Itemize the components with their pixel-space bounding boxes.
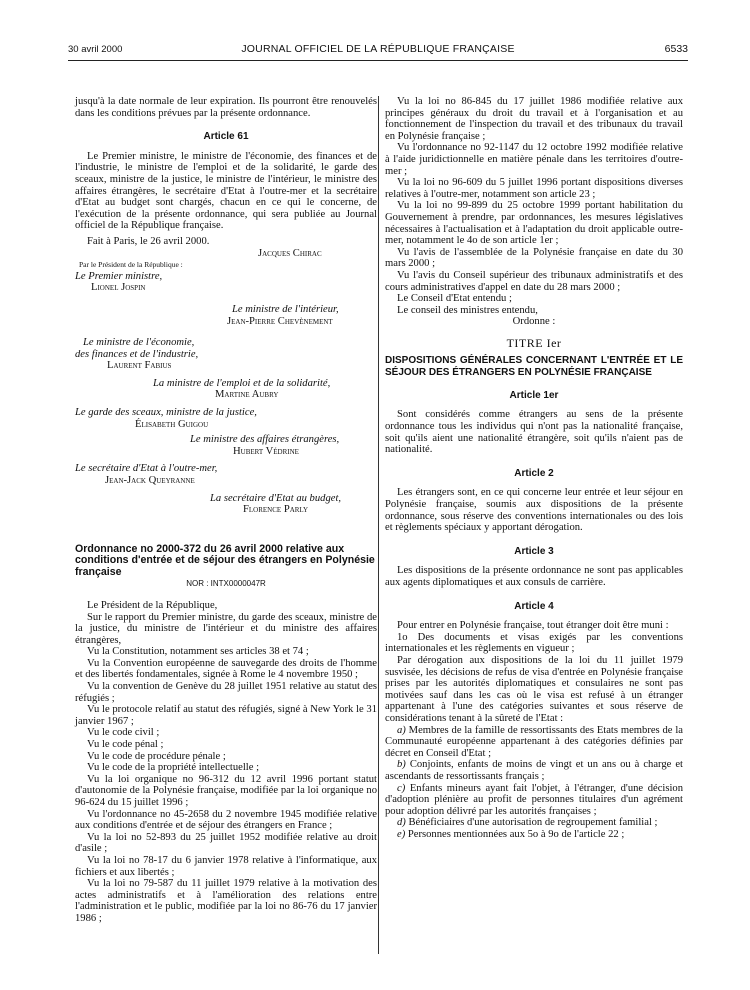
economie-title-line2: des finances et de l'industrie, <box>75 348 199 360</box>
header-rule <box>68 60 688 61</box>
visa-item: Vu la loi no 86-845 du 17 juillet 1986 modifiée relative aux principes généraux du droit du travail et à l'organisation et au fonctionnement de l'inspection du travail et des tribunaux du travail en Polynésie française ; <box>385 96 683 142</box>
budget-title: La secrétaire d'Etat au budget, <box>210 492 342 504</box>
article-4-paragraph: Par dérogation aux dispositions de la loi du 11 juillet 1979 susvisée, les décisions de refus de visa d'entrée en Polynésie française prises par les autorités diplomatiques et consulaires ne sont pas motivées sauf dans les cas où le visa est refusé à un étranger appartenant à l'une des catégories suivantes et sous réserve de considérations tenant à la sûreté de l'Etat : <box>385 654 683 724</box>
emploi-title: La ministre de l'emploi et de la solidarité, <box>153 377 331 389</box>
visa-item: Vu la loi no 96-609 du 5 juillet 1996 portant dispositions diverses relatives à l'outre-mer, notamment son article 23 ; <box>385 177 683 200</box>
header-date: 30 avril 2000 <box>68 44 123 55</box>
article-4-item-a <box>385 725 683 760</box>
article-4-item-c <box>385 783 683 818</box>
affaires-etrangeres-name: Hubert Védrine <box>233 445 299 457</box>
left-column <box>75 96 377 925</box>
article-3-heading: Article 3 <box>514 545 554 557</box>
header-journal-title: JOURNAL OFFICIEL DE LA RÉPUBLIQUE FRANÇAISE <box>241 43 515 55</box>
president-signature: Jacques Chirac <box>258 247 322 259</box>
visa-item: Vu la loi organique no 96-312 du 12 avril 1996 portant statut d'autonomie de la Polynésie française, modifiée par la loi organique no 96-624 du 15 juillet 1996 ; <box>75 773 377 808</box>
outre-mer-title: Le secrétaire d'Etat à l'outre-mer, <box>75 463 218 475</box>
header-page-number: 6533 <box>664 43 688 55</box>
pm-name: Lionel Jospin <box>91 282 146 294</box>
visa-item: Vu le code pénal ; <box>87 739 164 751</box>
visa-item: Vu l'ordonnance no 45-2658 du 2 novembre 1945 modifiée relative aux conditions d'entrée et de séjour des étrangers en France ; <box>75 808 377 832</box>
article-4-paragraph: 1o Des documents et visas exigés par les conventions internationales et les règlements en vigueur ; <box>385 631 683 655</box>
item-text: Membres de la famille de ressortissants des Etats membres de la Communauté européenne appartenant à des catégories définies par décret en Conseil d'Etat ; <box>385 724 683 759</box>
affaires-etrangeres-title: Le ministre des affaires étrangères, <box>190 434 340 446</box>
article-2-text: Les étrangers sont, en ce qui concerne leur entrée et leur séjour en Polynésie française, soumis aux dispositions de la présente ordonnance, sous réserve des conventions internationales ou des lois et règlements spéciaux y apportant dérogation. <box>385 487 683 534</box>
interieur-title: Le ministre de l'intérieur, <box>232 303 339 315</box>
visa-item: Vu le code de procédure pénale ; <box>87 750 226 762</box>
pm-title: Le Premier ministre, <box>75 270 163 282</box>
article-4-item-d <box>385 817 683 829</box>
visa-item: Vu la convention de Genève du 28 juillet 1951 relative au statut des réfugiés ; <box>75 681 377 704</box>
titre-subheading: DISPOSITIONS GÉNÉRALES CONCERNANT L'ENTRÉE ET LE SÉJOUR DES ÉTRANGERS EN POLYNÉSIE FRANÇAISE <box>385 355 683 378</box>
ordonne: Ordonne : <box>512 316 556 328</box>
page-header <box>68 41 688 57</box>
visa-item: Vu la loi no 99-899 du 25 octobre 1999 portant habilitation du Gouvernement à prendre, par ordonnances, les mesures législatives nécessaires à l'actualisation et à l'adaptation du droit applicable outre-mer, notamment le 4o de son article 1er ; <box>385 200 683 247</box>
item-label: a) <box>397 724 406 736</box>
item-label: c) <box>397 782 406 794</box>
article-4-heading: Article 4 <box>514 600 554 612</box>
continuation-paragraph: jusqu'à la date normale de leur expiration. Ils pourront être renouvelés dans les conditions prévues par la présente ordonnance. <box>75 96 377 119</box>
visa-item: Le Conseil d'Etat entendu ; <box>397 293 512 305</box>
economie-title-line1: Le ministre de l'économie, <box>83 337 195 349</box>
item-text: Enfants mineurs ayant fait l'objet, à l'étranger, d'une décision d'adoption plénière au profit de personnes titulaires d'un agrément pour adoption délivré par les autorités françaises ; <box>385 782 684 817</box>
column-divider <box>378 96 379 954</box>
president-preamble: Le Président de la République, <box>87 599 218 611</box>
visa-item: Le conseil des ministres entendu, <box>397 304 538 316</box>
justice-title: Le garde des sceaux, ministre de la justice, <box>75 407 257 419</box>
item-label: d) <box>397 817 406 829</box>
budget-name: Florence Parly <box>243 504 309 516</box>
article-3-text: Les dispositions de la présente ordonnance ne sont pas applicables aux agents diplomatiques et aux consuls de carrière. <box>385 565 683 588</box>
article-2-heading: Article 2 <box>514 467 554 479</box>
interieur-name: Jean-Pierre Chevènement <box>227 315 333 327</box>
justice-name: Élisabeth Guigou <box>135 418 209 430</box>
item-text: Bénéficiaires d'une autorisation de regroupement familial ; <box>408 817 658 829</box>
visa-item: Vu l'avis du Conseil supérieur des tribunaux administratifs et des cours administratives d'appel en date du 28 mars 2000 ; <box>385 269 683 293</box>
visa-item: Sur le rapport du Premier ministre, du garde des sceaux, ministre de la justice, du ministre de l'intérieur et du ministre des affaires étrangères, <box>75 611 377 646</box>
item-text: Personnes mentionnées aux 5o à 9o de l'article 22 ; <box>407 828 625 840</box>
article-1-heading: Article 1er <box>509 389 559 401</box>
nor-reference: NOR : INTX0000047R <box>186 579 266 589</box>
visa-item: Vu l'avis de l'assemblée de la Polynésie française en date du 30 mars 2000 ; <box>385 246 683 270</box>
item-text: Conjoints, enfants de moins de vingt et un ans ou à charge et ascendants de ressortissants français ; <box>385 759 683 782</box>
visa-item: Vu le code de la propriété intellectuelle ; <box>87 762 260 774</box>
item-label: e) <box>397 828 406 840</box>
article-4-item-b <box>385 759 683 782</box>
right-column <box>385 96 683 840</box>
outre-mer-name: Jean-Jack Queyranne <box>105 475 195 487</box>
titre-heading: TITRE Ier <box>506 335 562 350</box>
visa-item: Vu la loi no 78-17 du 6 janvier 1978 relative à l'informatique, aux fichiers et aux libertés ; <box>75 854 377 878</box>
visa-item: Vu la loi no 52-893 du 25 juillet 1952 modifiée relative au droit d'asile ; <box>75 831 377 855</box>
ordonnance-title: Ordonnance no 2000-372 du 26 avril 2000 relative aux conditions d'entrée et de séjour des étrangers en Polynésie française <box>75 542 375 578</box>
item-label: b) <box>397 759 406 771</box>
par-le-president: Par le Président de la République : <box>79 260 183 270</box>
visa-item: Vu le protocole relatif au statut des réfugiés, signé à New York le 31 janvier 1967 ; <box>75 704 377 727</box>
signature-date: Fait à Paris, le 26 avril 2000. <box>87 235 210 247</box>
economie-name: Laurent Fabius <box>107 360 172 372</box>
visa-item: Vu la loi no 79-587 du 11 juillet 1979 relative à la motivation des actes administratifs et à l'amélioration des relations entre l'administration et le public, modifiée par la loi no 86-76 du 17 janvier 1986 ; <box>75 878 377 924</box>
article-4-item-e <box>385 829 683 841</box>
article-61-heading: Article 61 <box>203 131 249 143</box>
visa-item: Vu l'ordonnance no 92-1147 du 12 octobre 1992 modifiée relative à l'aide juridictionnelle en matière pénale dans les territoires d'outre-mer ; <box>385 142 683 177</box>
article-4-paragraph: Pour entrer en Polynésie française, tout étranger doit être muni : <box>397 620 669 632</box>
article-1-text: Sont considérés comme étrangers au sens de la présente ordonnance tous les individus qui n'ont pas la nationalité française, soit qu'ils aient une nationalité étrangère, soit qu'ils n'aient pas de nationalité. <box>385 409 683 456</box>
visa-item: Vu la Convention européenne de sauvegarde des droits de l'homme et des libertés fondamentales, signée à Rome le 4 novembre 1950 ; <box>75 657 377 681</box>
emploi-name: Martine Aubry <box>215 389 279 401</box>
article-61-text: Le Premier ministre, le ministre de l'économie, des finances et de l'industrie, le ministre de l'emploi et de la solidarité, le garde des sceaux, ministre de la justice, le ministre de l'intérieur, le ministre des affaires étrangères, le secrétaire d'Etat à l'outre-mer et la secrétaire d'Etat au budget sont chargés, chacun en ce qui le concerne, de l'exécution de la présente ordonnance, qui sera publiée au Journal officiel de la République française. <box>75 150 377 232</box>
visa-item: Vu la Constitution, notamment ses articles 38 et 74 ; <box>87 646 309 658</box>
visa-item: Vu le code civil ; <box>87 727 160 739</box>
